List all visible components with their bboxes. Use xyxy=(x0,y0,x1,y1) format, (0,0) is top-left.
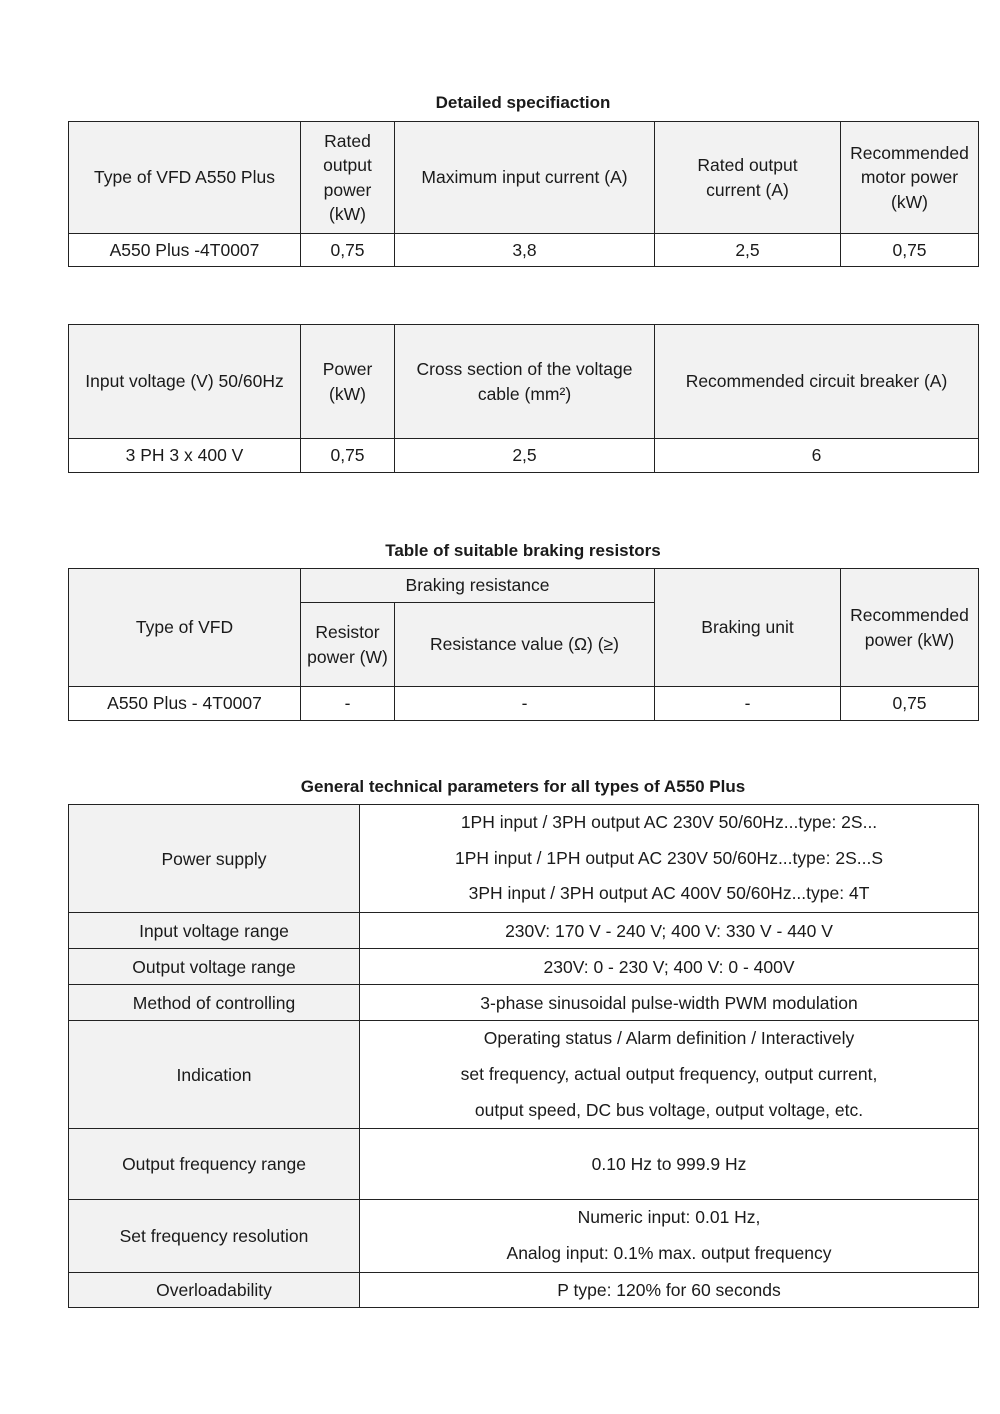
general-value-frequency-resolution: Numeric input: 0.01 Hz, Analog input: 0.1% max. output frequency xyxy=(360,1200,979,1272)
braking-table-title: Table of suitable braking resistors xyxy=(385,541,661,560)
general-table xyxy=(68,804,979,1308)
braking-cell-unit: - xyxy=(655,687,841,721)
input-cell-breaker: 6 xyxy=(655,439,979,473)
general-value-indication: Operating status / Alarm definition / Interactively set frequency, actual output frequency, output current, output speed, DC bus voltage, output voltage, etc. xyxy=(360,1021,979,1129)
general-label-output-frequency: Output frequency range xyxy=(69,1129,360,1200)
braking-header-recommended-power: Recommended power (kW) xyxy=(841,569,979,687)
table-row xyxy=(69,1129,979,1200)
braking-header-row xyxy=(69,569,979,603)
input-cell-voltage: 3 PH 3 x 400 V xyxy=(69,439,301,473)
spec-header-motor-power: Recommended motor power (kW) xyxy=(841,122,979,234)
input-header-voltage: Input voltage (V) 50/60Hz xyxy=(69,325,301,439)
table-row xyxy=(69,687,979,721)
table-row xyxy=(69,1021,979,1129)
general-value-input-voltage: 230V: 170 V - 240 V; 400 V: 330 V - 440 V xyxy=(360,913,979,949)
braking-cell-type: A550 Plus - 4T0007 xyxy=(69,687,301,721)
table-row xyxy=(69,805,979,913)
general-value-output-frequency: 0.10 Hz to 999.9 Hz xyxy=(360,1129,979,1200)
braking-cell-recommended-power: 0,75 xyxy=(841,687,979,721)
input-header-power: Power (kW) xyxy=(301,325,395,439)
spec-header-row xyxy=(69,122,979,234)
table-row xyxy=(69,913,979,949)
spec-header-max-current: Maximum input current (A) xyxy=(395,122,655,234)
general-label-indication: Indication xyxy=(69,1021,360,1129)
general-label-method: Method of controlling xyxy=(69,985,360,1021)
input-table xyxy=(68,324,979,473)
spec-header-type: Type of VFD A550 Plus xyxy=(69,122,301,234)
spec-table-title: Detailed specifiaction xyxy=(435,93,611,112)
table-row xyxy=(69,1200,979,1272)
braking-header-type: Type of VFD xyxy=(69,569,301,687)
table-row xyxy=(69,985,979,1021)
general-label-output-voltage: Output voltage range xyxy=(69,949,360,985)
input-header-row xyxy=(69,325,979,439)
general-table-title: General technical parameters for all types of A550 Plus xyxy=(300,777,746,796)
table-row xyxy=(69,1272,979,1307)
spec-cell-max-current: 3,8 xyxy=(395,234,655,267)
spec-header-rated-power: Rated output power (kW) xyxy=(301,122,395,234)
braking-cell-resistor-power: - xyxy=(301,687,395,721)
general-value-output-voltage: 230V: 0 - 230 V; 400 V: 0 - 400V xyxy=(360,949,979,985)
spec-header-rated-current: Rated output current (A) xyxy=(655,122,841,234)
table-row xyxy=(69,234,979,267)
spec-cell-rated-power: 0,75 xyxy=(301,234,395,267)
braking-header-resistor-power: Resistor power (W) xyxy=(301,603,395,687)
general-label-overloadability: Overloadability xyxy=(69,1272,360,1307)
braking-header-resistance: Braking resistance xyxy=(301,569,655,603)
general-value-overloadability: P type: 120% for 60 seconds xyxy=(360,1272,979,1307)
table-row xyxy=(69,949,979,985)
general-label-input-voltage: Input voltage range xyxy=(69,913,360,949)
general-label-power-supply: Power supply xyxy=(69,805,360,913)
input-header-breaker: Recommended circuit breaker (A) xyxy=(655,325,979,439)
general-value-method: 3-phase sinusoidal pulse-width PWM modulation xyxy=(360,985,979,1021)
spec-table xyxy=(68,121,979,267)
input-cell-cable: 2,5 xyxy=(395,439,655,473)
braking-table xyxy=(68,568,979,721)
general-value-power-supply: 1PH input / 3PH output AC 230V 50/60Hz...type: 2S... 1PH input / 1PH output AC 230V 50/60Hz...type: 2S...S 3PH input / 3PH output AC 400V 50/60Hz...type: 4T xyxy=(360,805,979,913)
input-cell-power: 0,75 xyxy=(301,439,395,473)
spec-cell-rated-current: 2,5 xyxy=(655,234,841,267)
table-row xyxy=(69,439,979,473)
spec-cell-motor-power: 0,75 xyxy=(841,234,979,267)
spec-cell-type: A550 Plus -4T0007 xyxy=(69,234,301,267)
braking-header-resistance-value: Resistance value (Ω) (≥) xyxy=(395,603,655,687)
braking-cell-resistance-value: - xyxy=(395,687,655,721)
braking-header-unit: Braking unit xyxy=(655,569,841,687)
input-header-cable: Cross section of the voltage cable (mm²) xyxy=(395,325,655,439)
general-label-frequency-resolution: Set frequency resolution xyxy=(69,1200,360,1272)
